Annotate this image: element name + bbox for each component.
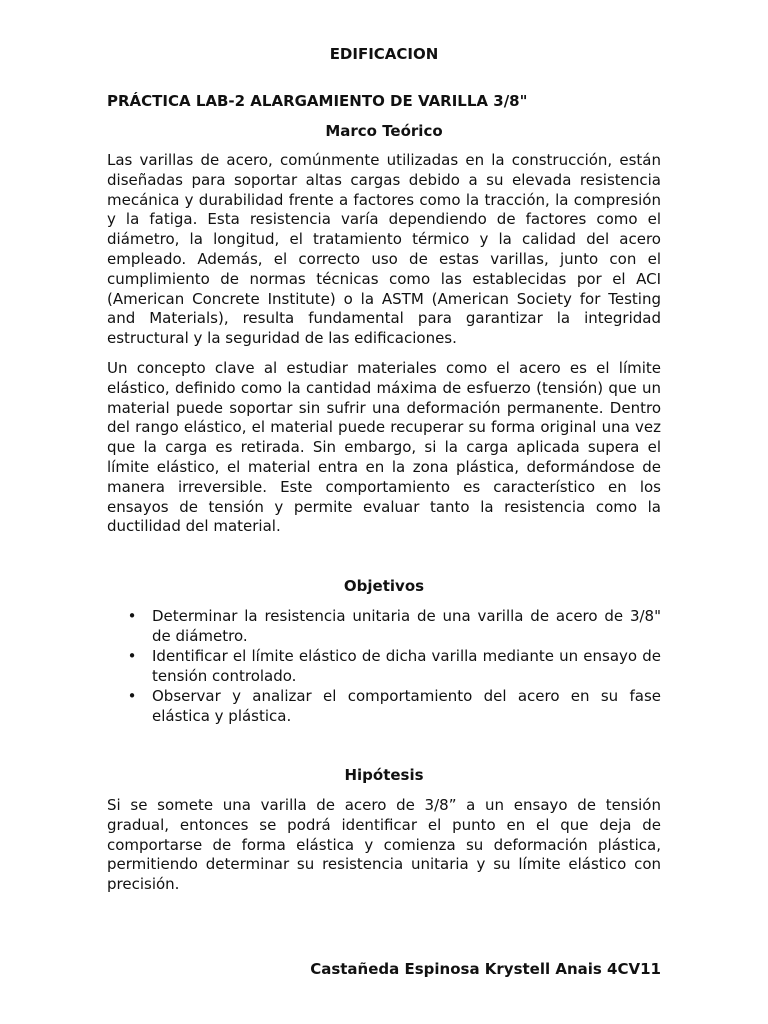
objetivo-text: Identificar el límite elástico de dicha varilla mediante un ensayo de tensión controlado. xyxy=(152,647,661,685)
marco-teorico-paragraph-1: Las varillas de acero, comúnmente utilizadas en la construcción, están diseñadas para soportar altas cargas debido a su elevada resistencia mecánica y durabilidad frente a factores como la tracción, la compresión y la fatiga. Esta resistencia varía dependiendo de factores como el diámetro, la longitud, el tratamiento térmico y la calidad del acero empleado. Además, el correcto uso de estas varillas, junto con el cumplimiento de normas técnicas como las establecidas por el ACI (American Concrete Institute) o la ASTM (American Society for Testing and Materials), resulta fundamental para garantizar la integridad estructural y la seguridad de las edificaciones. xyxy=(107,151,661,348)
objetivo-text: Determinar la resistencia unitaria de una varilla de acero de 3/8" de diámetro. xyxy=(152,607,661,645)
marco-teorico-heading: Marco Teórico xyxy=(325,122,443,140)
course-title: EDIFICACION xyxy=(329,45,439,63)
author-signature: Castañeda Espinosa Krystell Anais 4CV11 xyxy=(310,960,661,978)
bullet-icon: • xyxy=(127,647,137,665)
list-item xyxy=(107,606,661,646)
marco-teorico-paragraph-2: Un concepto clave al estudiar materiales como el acero es el límite elástico, definido como la cantidad máxima de esfuerzo (tensión) que un material puede soportar sin sufrir una deformación permanente. Dentro del rango elástico, el material puede recuperar su forma original una vez que la carga es retirada. Sin embargo, si la carga aplicada supera el límite elástico, el material entra en la zona plástica, deformándose de manera irreversible. Este comportamiento es característico en los ensayos de tensión y permite evaluar tanto la resistencia como la ductilidad del material. xyxy=(107,359,661,536)
objetivos-heading: Objetivos xyxy=(343,577,425,595)
objetivos-list xyxy=(107,606,661,726)
hipotesis-paragraph: Si se somete una varilla de acero de 3/8” a un ensayo de tensión gradual, entonces se podrá identificar el punto en el que deja de comportarse de forma elástica y comienza su deformación plástica, permitiendo determinar su resistencia unitaria y su límite elástico con precisión. xyxy=(107,796,661,894)
bullet-icon: • xyxy=(127,607,137,625)
list-item xyxy=(107,646,661,686)
bullet-icon: • xyxy=(127,687,137,705)
objetivo-text: Observar y analizar el comportamiento del acero en su fase elástica y plástica. xyxy=(152,687,661,725)
hipotesis-heading: Hipótesis xyxy=(344,766,424,784)
practice-title: PRÁCTICA LAB-2 ALARGAMIENTO DE VARILLA 3/8" xyxy=(107,92,528,110)
list-item xyxy=(107,686,661,726)
